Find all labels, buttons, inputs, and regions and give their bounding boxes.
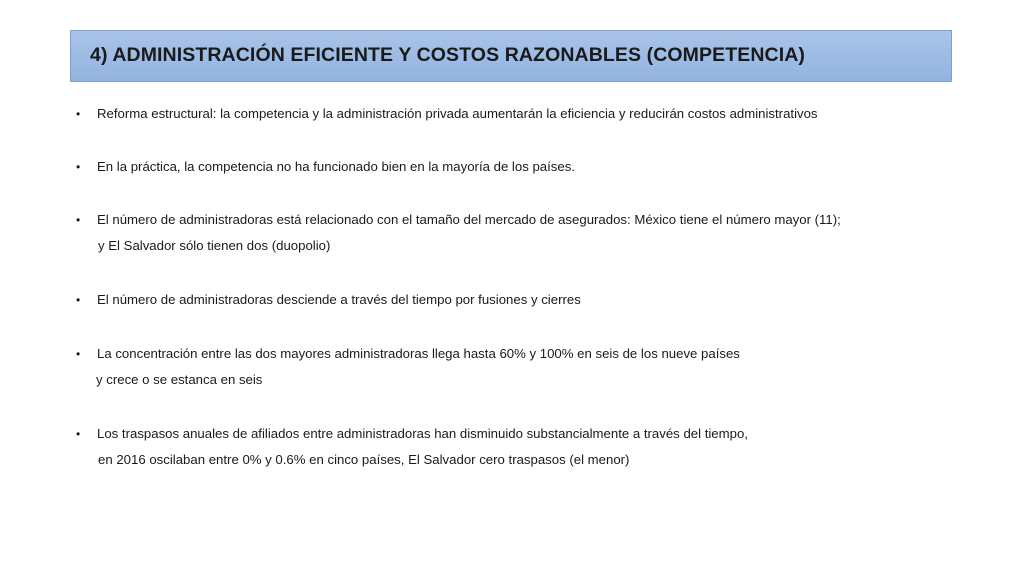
bullet-item	[76, 341, 740, 393]
bullet-item	[76, 287, 581, 313]
slide-title: 4) ADMINISTRACIÓN EFICIENTE Y COSTOS RAZONABLES (COMPETENCIA)	[90, 44, 806, 66]
bullet-text-continuation: y El Salvador sólo tienen dos (duopolio)	[98, 238, 331, 253]
bullet-text: El número de administradoras desciende a través del tiempo por fusiones y cierres	[97, 292, 581, 307]
bullet-text-continuation: en 2016 oscilaban entre 0% y 0.6% en cinco países, El Salvador cero traspasos (el menor)	[98, 452, 630, 467]
title-bar	[70, 30, 952, 82]
bullet-dot: •	[76, 293, 81, 307]
bullet-dot: •	[76, 427, 81, 441]
bullet-text: El número de administradoras está relacionado con el tamaño del mercado de asegurados: México tiene el número mayor (11);	[97, 212, 841, 227]
bullet-text: La concentración entre las dos mayores administradoras llega hasta 60% y 100% en seis de los nueve países	[97, 346, 740, 361]
bullet-dot: •	[76, 107, 81, 121]
bullet-text: Reforma estructural: la competencia y la administración privada aumentarán la eficiencia y reducirán costos administrativos	[97, 106, 818, 121]
bullet-item	[76, 421, 748, 473]
bullet-dot: •	[76, 213, 81, 227]
bullet-text: Los traspasos anuales de afiliados entre administradoras han disminuido substancialmente a través del tiempo,	[97, 426, 748, 441]
bullet-text-continuation: y crece o se estanca en seis	[96, 372, 263, 387]
bullet-dot: •	[76, 160, 81, 174]
bullet-item	[76, 101, 818, 127]
bullet-item	[76, 154, 575, 180]
bullet-item	[76, 207, 841, 259]
bullet-text: En la práctica, la competencia no ha funcionado bien en la mayoría de los países.	[97, 159, 575, 174]
bullet-dot: •	[76, 347, 81, 361]
